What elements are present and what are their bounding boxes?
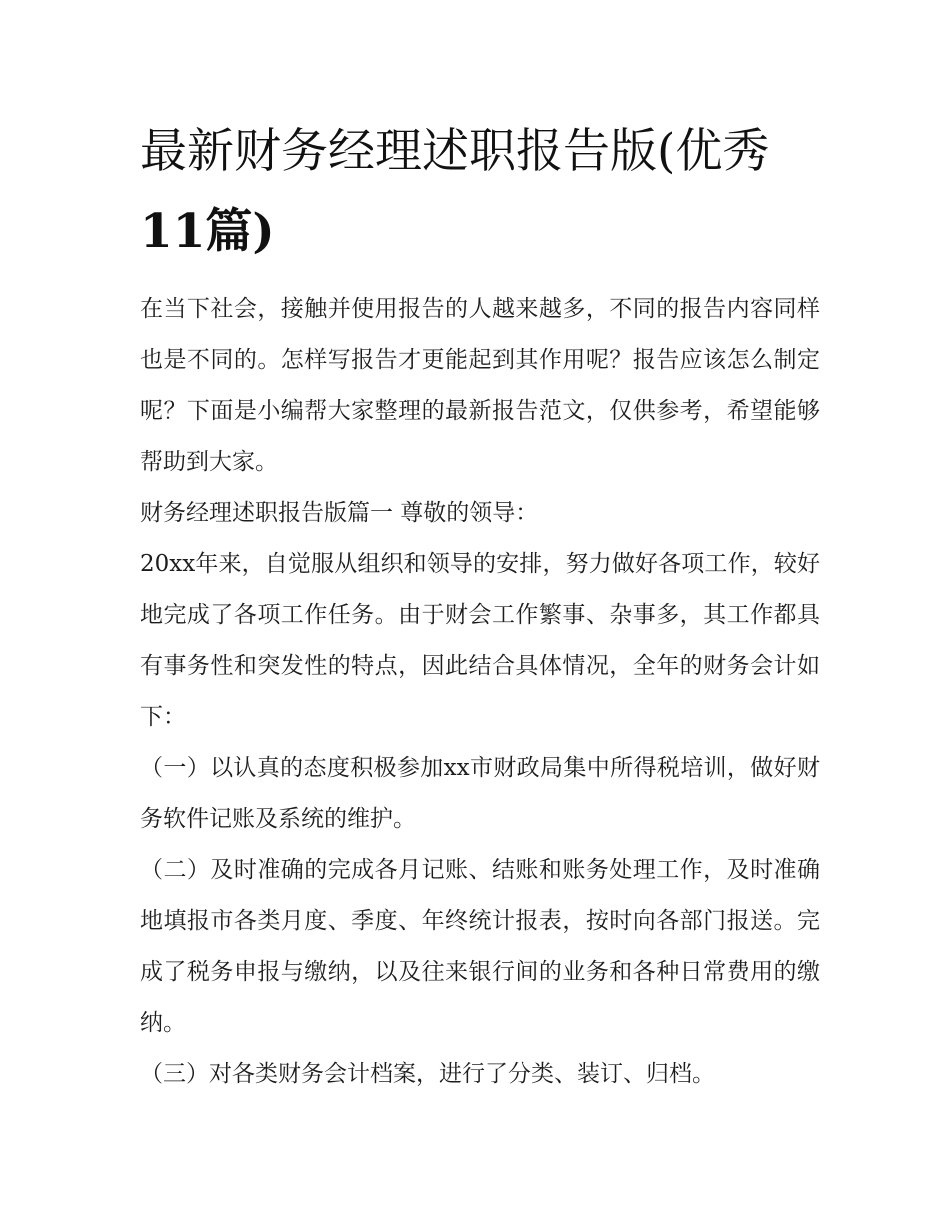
document-title-line2: 11篇) <box>140 204 275 259</box>
document-page <box>140 112 820 1100</box>
document-title-line1: 最新财务经理述职报告版(优秀 <box>140 124 770 179</box>
list-item-1: （一）以认真的态度积极参加xx市财政局集中所得税培训，做好财务软件记账及系统的维护。 <box>140 755 820 832</box>
document-title <box>140 112 820 272</box>
document-body <box>140 284 820 1100</box>
list-item-3: （三）对各类财务会计档案，进行了分类、装订、归档。 <box>140 1061 715 1087</box>
body-paragraph: 20xx年来，自觉服从组织和领导的安排，努力做好各项工作，较好地完成了各项工作任务。由于财会工作繁事、杂事多，其工作都具有事务性和突发性的特点，因此结合具体情况，全年的财务会计如下： <box>140 551 820 730</box>
intro-paragraph: 在当下社会，接触并使用报告的人越来越多，不同的报告内容同样也是不同的。怎样写报告才更能起到其作用呢？报告应该怎么制定呢？下面是小编帮大家整理的最新报告范文，仅供参考，希望能够帮助到大家。 <box>140 296 820 475</box>
list-item-2: （二）及时准确的完成各月记账、结账和账务处理工作，及时准确地填报市各类月度、季度、年终统计报表，按时向各部门报送。完成了税务申报与缴纳，以及往来银行间的业务和各种日常费用的缴纳。 <box>140 857 820 1036</box>
section-heading: 财务经理述职报告版篇一 尊敬的领导： <box>140 500 539 526</box>
